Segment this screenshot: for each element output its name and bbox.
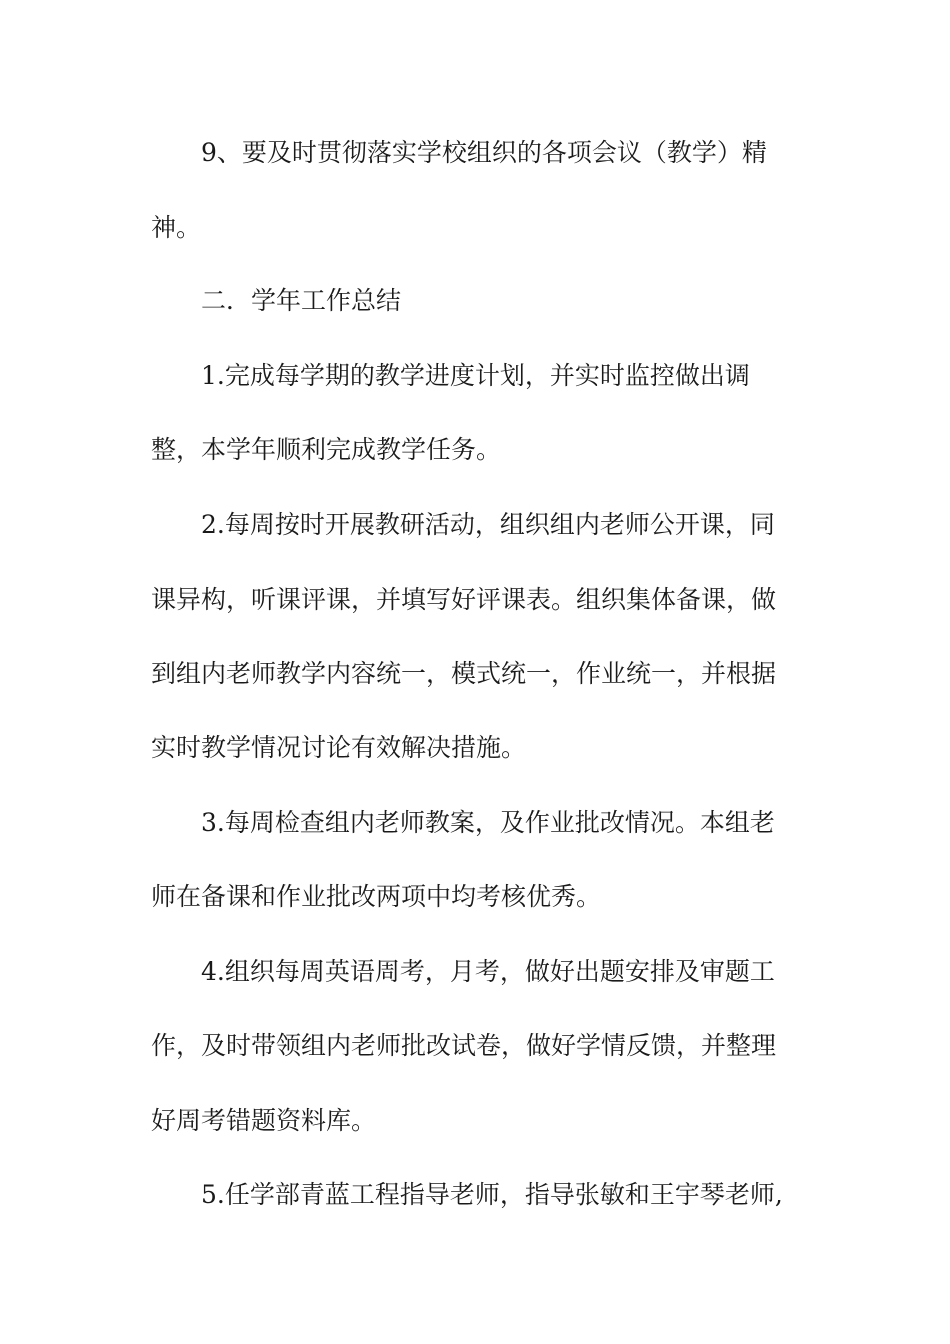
- paragraph-line: 神。: [151, 213, 202, 242]
- paragraph-line: 5.任学部青蓝工程指导老师，指导张敏和王宇琴老师,: [201, 1180, 783, 1209]
- paragraph-line: 作，及时带领组内老师批改试卷，做好学情反馈，并整理: [151, 1031, 777, 1060]
- paragraph-line: 师在备课和作业批改两项中均考核优秀。: [151, 882, 602, 911]
- paragraph-line: 整，本学年顺利完成教学任务。: [151, 435, 502, 464]
- paragraph-line: 实时教学情况讨论有效解决措施。: [151, 733, 527, 762]
- paragraph-line: 2.每周按时开展教研活动，组织组内老师公开课，同: [201, 510, 775, 539]
- section-heading: 二．学年工作总结: [201, 286, 402, 315]
- paragraph-line: 课异构，听课评课，并填写好评课表。组织集体备课，做: [151, 585, 777, 614]
- paragraph-line: 到组内老师教学内容统一，模式统一，作业统一，并根据: [151, 659, 777, 688]
- paragraph-line: 4.组织每周英语周考，月考，做好出题安排及审题工: [201, 957, 775, 986]
- paragraph-line: 好周考错题资料库。: [151, 1106, 377, 1135]
- paragraph-line: 1.完成每学期的教学进度计划，并实时监控做出调: [201, 361, 750, 390]
- paragraph-line: 3.每周检查组内老师教案，及作业批改情况。本组老: [201, 808, 775, 837]
- paragraph-line: 9、要及时贯彻落实学校组织的各项会议（教学）精: [201, 138, 767, 167]
